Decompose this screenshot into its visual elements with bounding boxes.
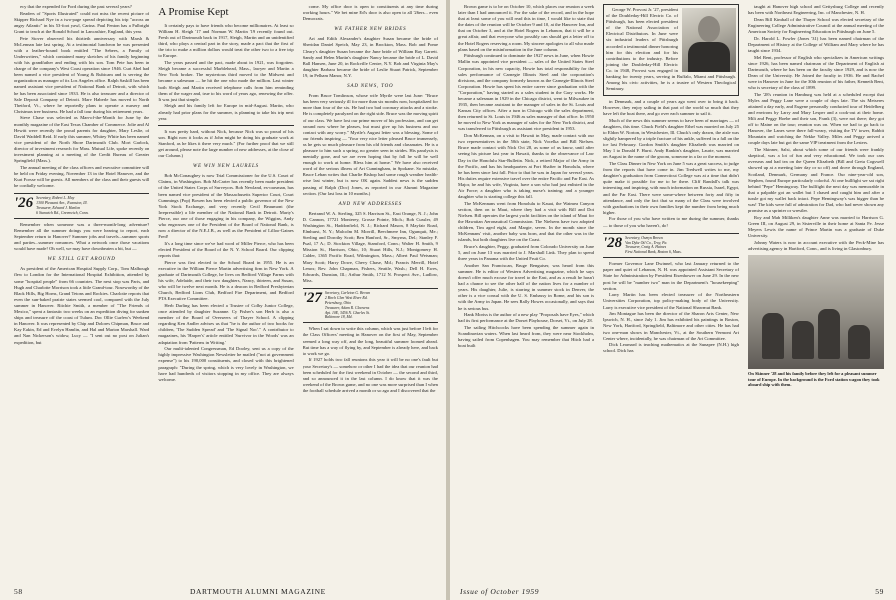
paragraph: Herb Darling has been elected a Trustee of Colby Junior College, once attended by daughter Suzanne. Cy Fisher's son Herb is also a member of the Board of Overseers of Thayer School. A clipping regarding Ken Andler advises us that "he is the author of two books for children, 'The Sudden Spread' and 'The Signal Noc'." A contributor to magazines, his 'Harper's' article entitled 'Survivor in the Woods' was an adaptation from 'Patterns in Writing.' bbox=[158, 303, 294, 345]
paragraph: Mel Bent, professor of English who specializes in American writings since 1926, has been named chairman of the Department of English at Dartmouth, where he has been on the faculty since 1929, and is now the Dean of the University. He Joined the faculty in 1936. He and Rachel were in Hanover in June for the 30th reunion of his father, Kenneth Bent, who is secretary of the class of 1899. bbox=[748, 54, 884, 90]
paragraph: Readers of "Sports Illustrated" could not miss the recent picture of Skipper Richard Nye in a two-page spread depicting his trip "across an angry Atlantic" in his 53-foot yawl, Carina. Paul Fenton has a Fulbright Grant to teach at the Ronald School in Lancashire, England, this year. bbox=[14, 10, 150, 34]
paragraph: Roy and Mab Milliken's daughter Anne was married to Harrison G. Green III, on August 29, in Sisterville in their home at Santa Fe. Jesse Meyers Lewis the name of Prince Martin was a graduate of Duke University. bbox=[748, 214, 884, 239]
left-column-1 bbox=[14, 4, 149, 578]
paragraph: It was pretty hard, without Nick, because Nick was so proud of his son. Right now it looks as if John might be doing his graduate work at Stanford, as he likes it there very much." (For further proof that we still get around, please note the large number of new addresses, at the close of our Column.) bbox=[158, 128, 294, 159]
paragraph: Bertrand W. A. Sterling, 325 S. Harrison St., East Orange, N. J.; John D. Cannon, 17721 Monterey, Grosse Pointe, Mich.; Bob Cussler, 49 Washington St., Haddonfield, N. J.; Richard Mason, 8 Mayfair Road, Elmhurst, N. Y.; Malcolm M. Morrill, Beechmere Inn, Ogunquit, Me.; Sterling and Dorothy Scott; Ben Hanford, Sr., Smyrna, Del.; Stanley F. Pual, 17 A.; D. Stockton Village, Stamford, Conn.; Walter H. Smith, 9 Mission St., Harrison, Ohio, 10; Stuart Hills, N.J.; Montgomery H. Calder, 1365 Pacific Road, Wilmington, Mass.; Albert Paul Weisman; Mary Scott; Harry Dowe, Chevy Chase, Md.; Francis Merrill, Hotel Lenox; Rev. John Chapman, Fishers, Seattle, Wash.; Dell H. Ewes, Edwards, Dunstan, Ill.; Arthur Smith, 1712 N. Prospect Ave., Ludlow, Miss. bbox=[302, 210, 438, 283]
paragraph: Former Governor Lane Dwinnel, who last January returned to the paper and quiet of Lebanon, N. H. was appointed Assistant Secretary of State for Administration by President Eisenhower on June 29. In the new post he will be "number two" man in the Department's "housekeeping" section. bbox=[603, 261, 739, 291]
paragraph: The sailing Hitchcocks have been spending the summer again in Scandinavian waters. When last heard from, they were near Stockholm, having sailed from Copenhagen. You may remember that Hitch had a boat built bbox=[458, 325, 594, 349]
profile-box bbox=[603, 4, 739, 96]
paragraph: Much of the news this summer seems to have been of marriages — of daughters, this time. Chuck Field's daughter Ethel was married on July 25 to Eldon W. Norton, in Westchester, Ill. Chuck's only drawn, the aisle was slightly hampered by a triple fracture of his ankle, suffered in a fall on the ice last February. Gordon Smith's daughter Elizabeth was married on May 1 to Donald F. Hurst. Andy Rankin's daughter, Laurie, was married on August in the name of the groom, someone in a far or the moment. bbox=[603, 117, 739, 160]
left-col3-paras3 bbox=[303, 93, 438, 197]
left-col3-paras2 bbox=[303, 36, 438, 79]
section-headline: WE WIN NEW LAURELS bbox=[193, 164, 259, 170]
info-line: Baltimore 18, Md. bbox=[324, 315, 353, 320]
paragraph: It certainly pays to have friends who become millionaires. At least so William H. Sleigh '17 and Norman W. Martin '19 recently found out. Fresh out of Dartmouth back in 1917, Sleigh, Martin and an unidentified third, who plays a central part in the story, made a pact that the first of the trio to make a million dollars would treat the other two to a free trip to Europe. bbox=[158, 23, 294, 59]
paragraph: The Skinner, Salsi, about which some of our friends were frankly skeptical, was a lot of fun and very educational. We took our cars overseas and had tea on the Queen Elizabeth (Bill and Greta Cogswell showed up at a meeting later day or so off) and drove through England, Scotland, Denmark, Germany and France. Our nine-year-old son, Stephen, found Europe particularly colorful. At one bullfight we sat right behind "Pepe" Hemingway. The bullfight the next day was memorable in that a palpable got an wallet but I chased and caught him and after a tussle got my wallet back intact. Pepe Hemingway's was bigger than he was! The kids were full of admiration for Dad, who had never shown any promise as a sprinter or wrestler. bbox=[748, 147, 884, 214]
info-line: Petersburg, Ohio bbox=[324, 300, 352, 305]
paragraph: When I sat down to write this column, which was just before I left for the Class Officers' meeting in Hanover on the first of May, September seemed a long way off, and the long, beautiful summer loomed ahead. But time has a way of flying by, and September is already here, and back to work we go. bbox=[302, 326, 438, 356]
left-col3-paras5 bbox=[303, 326, 438, 394]
class-year: '26 bbox=[14, 195, 34, 212]
left-col2-paras1 bbox=[158, 23, 293, 122]
paragraph: Dr. Harold L. Fowler (Jones '31) has been named chairman of the Department of History at the College of William and Mary where he has taught since 1934. bbox=[748, 35, 884, 53]
info-line: Treasurer, Edward J. Hanlon bbox=[36, 206, 81, 210]
right-column-2 bbox=[603, 4, 739, 578]
issue-footer: Issue of October 1959 bbox=[460, 587, 540, 596]
right-col2-paras3 bbox=[603, 261, 739, 354]
paragraph: The annual meeting of the class officers and executive committee will be held on Friday evening, November 13 in the Hotel Hanover, and the Kurt Forsse will be guests. All members of the class and their guests will be cordially welcome. bbox=[14, 164, 150, 189]
class-header-1926 bbox=[14, 193, 149, 219]
paragraph: As president of the American Hospital Supply Corp., Tom Malbough flew to London for the International Hospital Exhibition, attended by some "hospital people" from 66 countries. The next stop was Paris, and Hugh and Charlotte Morrison took a little Grand-tour. Noseworthy of the Black Hills, Big Horns, Grand Tetons and Rockies. Charlotte reports that even the sun-baked prairie states seemed cool, compared with the July summer in Hanover. Ritchie Smith, a member of "The Friends of Mexico," spent a fantastic two weeks on an expedition diving for sunken ships and treasure off the coast of Tulum. Doc Ollie Curfew's Weekend in Hanover. It was represented by Chip and Dolores Chipman, Bruce and Kay Eakin, Ed and Evelyn Hamlin, and Hal and Marion Marshall. Ward and Nan Nickerson's widow, Lucy — "I sent out no post on Julian's expedition, but bbox=[14, 266, 150, 345]
left-column-2 bbox=[158, 4, 293, 578]
right-col1-paras1 bbox=[458, 4, 594, 349]
right-col3-paras1 bbox=[748, 4, 884, 252]
paragraph: It's a long time since we've had word of Miller Pierce, who has been elected President of the Board of the N. Y. School Board. Our clipping reports that: bbox=[158, 240, 294, 259]
right-page bbox=[450, 0, 896, 600]
left-col1-paras1 bbox=[14, 4, 149, 189]
paragraph: For those of you who have written to me during the summer, thanks — to those of you who haven't, do! bbox=[603, 216, 739, 228]
left-column-3 bbox=[303, 4, 438, 578]
info-line: Secretary, Carleton G. Brown bbox=[324, 290, 370, 295]
paragraph: The years passed and the pact, made about in 1921, was forgotten. Sleigh became a successful Marblehead, Mass., lawyer and Martin a New York broker. The mysterious third moved to the Midwest and became a salesman — he hit the one who made the million. Last winter both Sleigh and Martin received telephone calls from him reminding them of the wager and, true to his word of years ago, renewing the offer. It was just that simple. bbox=[158, 60, 294, 102]
paragraph: Larry Martin has been elected treasurer of the Northeastern Universities Corporation, top policy-making body of the University. Larry is executive vice president of the National Shawmut Bank. bbox=[603, 292, 739, 310]
class-header-1927 bbox=[303, 288, 438, 323]
paragraph: Don McKennan, on a visit to Hawaii in May, made contact with our two representatives in the 50th state, Nick Vocelka and Bill Nielsen. Bruce made contact with Nick Oct 28, as some of us know, until after seeing his picture last year in Hawaii, thanks to the observance of Law Day in the Honolulu Star-Bulletin. Nick, a retired Major of the Army in the Pacific, and has his headquarters at Fort Shafter in Honolulu, where he has been since last fall. Prior to that he was in Japan for several years. His duties require extensive travel over the entire Pacific and Far East. As Major, he and his wife, Virginia, have a son who had just enlisted in the Air Force; a daughter who is taking nurse's training; and a younger daughter who is starting college this fall. bbox=[458, 133, 594, 200]
family-figure bbox=[792, 321, 814, 359]
info-line: Treasurer, Adam R. Gloovens bbox=[324, 305, 370, 310]
class-year: '28 bbox=[603, 234, 623, 251]
paragraph: Jim Montague has been the director of the Sharon Arts Center, New Ipswich, N. H., since July 1. Jim has exhibited his paintings in Boston, New York, Hartford, Springfield, Baltimore and other cities. He has had two one-man shows in Manchester, Vt., at the Southern Vermont Art Center where, incidentally, he was chairman of the Art Committee. bbox=[603, 311, 739, 341]
section-headline: SAD NEWS, TOO bbox=[347, 84, 394, 90]
info-line: 1300 Pleasant Ave., Evanston, Ill. bbox=[36, 201, 88, 206]
left-page bbox=[0, 0, 446, 600]
family-figure bbox=[848, 325, 870, 359]
paragraph: Pittsburgh continued to dominate the 1927 news in June, when Howie Mallin was appointed vice president — sales of the United States Steel Corporation, in his new capacity, Howie has total responsibility for the sales performance of Carnegie Illinois Steel and the corporation's divisions, and the company formerly known as the Carnegie-Illinois Steel Corporation. Howie has spent his entire career since graduation with the "Corporation," having started as a sales student in the Gary works. He became a salesman in 1929 in the Chicago district, went to Milwaukee in 1935, then became assistant to the manager of sales in the St. Louis and Kansas City offices. After a turn in Chicago with the sales department, then returned to St. Louis in 1946 as sales manager of that office. In 1950 he moved to New York as manager of sales for the New York district, and was transferred to Pittsburgh as assistant vice president in 1953. bbox=[458, 53, 594, 132]
left-col1-paras2 bbox=[14, 222, 149, 252]
portrait-head bbox=[698, 16, 720, 42]
left-columns bbox=[14, 4, 438, 578]
section-headline: WE FATHER NEW BRIDES bbox=[334, 27, 407, 33]
info-line: 2 Birch Glen West River Rd. bbox=[324, 295, 368, 300]
right-column-1 bbox=[458, 4, 594, 578]
paragraph: Pete Stover observed his thirtieth anniversary with Marsh & McLennan late last spring. At a testimonial luncheon he was presented with a leather-bound book entitled "The Sebees, a Family of Underwriters," which contained many sketches of his family beginning with his grandfather and ending with his son. Tom Pete has been in charge of the company's West Coast operation since 1946. Curt Abel had been named a vice president of Young & Rubicam and is serving the organization as manager of its Los Angeles office. Ralph Saskill has been named assistant vice president of National Bank of Detroit, with which he has been associated since 1933. He is also treasurer and a director of Sale Deposit Company of Detroit. Marv Haberle has moved to North Thetford, Vt., where he reportedly plans to operate a nursery and Christmas tree business. He had a fall tour during his retirement years. bbox=[14, 35, 150, 114]
info-line: Treasurer, Craig A. Haines bbox=[625, 245, 667, 250]
divider bbox=[158, 125, 293, 126]
class-officers bbox=[625, 236, 682, 256]
paragraph: Pierce was first elected to the School Board in 1955. He is an executive in the William Pierce Martin advertising firm in New York. A graduate of Dartmouth College, he lives on Bedford Village Farms with his wife, Adelaide, and their two daughters, Nancy, thirteen, and Susan, who will be twelve next month. He is a deacon in Bedford Presbyterian Church, Bedford Lions Club, Bedford Fire Department, and Bedford PTA Executive Committee. bbox=[158, 259, 294, 302]
class-officers bbox=[36, 196, 88, 216]
class-officers bbox=[325, 291, 370, 320]
right-col2-paras2 bbox=[603, 99, 739, 229]
paragraph: Our multi-talented Congressman, Ed Dooley, sent us a copy of the highly impressive Washington Newsletter he mailed ("not at government expense") to his 190,000 constituents, and closed with this brightened paragraph: "During the spring, which is very lovely in Washington, we have had hundreds of visitors stopping in my office. They are always welcome. bbox=[158, 346, 294, 382]
paragraph: Bob McConaughey is now Trial Commissioner for the U.S. Court of Claims, in Washington. Bob McCarter has recently been made president of the United States Corps of Surveyors. Bob Newland, ex-oarsman, has been named vice president of the Massachusetts Superior Court, Court Cummings (Pop) Bowen has been elected a public governor of the New York Stock Exchange, and very recently Cecil Beaumont (the Irrepressible) a life member of the National Bank in Detroit. Marty's Pierce, our one of those engaging in his company, the Wiggins, Andy who engrosses one of the President of the Board of National Bank, is now a director of the N.E.J.B., as well as the President of Lilloo-Gaines Fred! bbox=[158, 173, 294, 240]
left-col3-paras4 bbox=[303, 211, 438, 284]
left-col3-paras1 bbox=[303, 4, 438, 22]
info-line: Van Dyke Oil Co., Troy, Pa. bbox=[625, 240, 668, 245]
paragraph: The McKennans went from Honolulu to Kauai, the Waimea Canyon section, then on to Maui, where they had a visit with Bill and Dot Nielsen. Bill operates the largest yacht facilities on the island of Maui for the Hawaiian Aeronautical Commission. The Nielsens have two adopted children, Tim aged eight, and Margie, seven. In the month since the McKennans' visit, another baby was born, and that the other was in the islands, but both daughters live on the Coast. bbox=[458, 200, 594, 243]
right-column-3 bbox=[748, 4, 884, 578]
magazine-title-footer: DARTMOUTH ALUMNI MAGAZINE bbox=[190, 587, 326, 596]
class-header-1928 bbox=[603, 233, 739, 259]
left-col1-paras3 bbox=[14, 266, 149, 345]
info-line: Apt. 10E, 3456 N. Charles St. bbox=[324, 310, 370, 315]
page-number: 59 bbox=[875, 587, 884, 596]
paragraph: Sleigh and his family left for Europe in mid-August. Martin, who already had prior plans for the summer, is planning to take his trip next year. bbox=[158, 103, 294, 121]
paragraph: ecy that the expended for Ford during the past several years? bbox=[20, 4, 132, 9]
paragraph: Johnny Waters is now in account executive with the Peck-Mine has advertising agency in Hartford, Conn., and is living in Glastonbury. bbox=[748, 239, 884, 251]
family-photo bbox=[748, 255, 884, 369]
left-col2-paras2 bbox=[158, 129, 293, 159]
portrait-suit bbox=[688, 42, 730, 72]
class-year: '27 bbox=[302, 289, 322, 306]
portrait-photo bbox=[682, 8, 736, 72]
paragraph: Remember when someone was a three-month-long adventure? Remember all the summer doings you were hearing to report, each September return to Hanover? Summer jobs and travels...summer sports and parties...summer romances. What a network once those vacations would have made! Oh well, we may have downbeaten a bit, but — bbox=[14, 221, 150, 252]
info-line: Secretary, Robert L. May bbox=[36, 196, 75, 201]
paragraph: Brown game is to be on October 10, which places our reunion a week later than I had announced it. For the sake of the record, and in the hope that at least some of you will read this in time, I would like to state that the dates of the reunion will be October 9 and 10, at the Hanover Inn, and that on October 3, and at the Hotel Rogers in Lebanon, that it will be a great affair, and that everyone who possibly can should get a letter off to the Hotel Rogers reserving a room. My sincere apologies to all who made plans based on the misinformation in the June column. bbox=[458, 4, 594, 52]
paragraph: From Bruce Tomlinson, whose wife Myrtle were last June: "Bruce has been very seriously ill for more than six months now, hospitalized for more than four of the six. He had two bad coronary attacks and a stroke. He is completely paralyzed on the right side. Bruce was the moving spirit of our class. We have lost our prime mover of his profession, and can get around now where he pleases, but must give up his business and our contact with any worry." Myrtle's August letter was a blessing. Some of our friends inspiring — 'Your very nice letter pleased Bruce immensely, as he gets so much pleasure from his old friends and classmates. He is a pleasure to him such a spring, no greater seen in strides. His paralysis is mentally gone, and we are even hoping that by fall he will be well enough to work at home. Bless him at home." We have also received word of the serious illness of Art Cunningham, in Spokane. So mistake, Bruce Leban writes that Charlie Bishop had some rough weather health-wise last winter, but is now OK again. Saddest news is the sudden passing of Ralph (Doc) Jones, as reported in our Alumni Magazine section. (Our last loss in 10 months.) bbox=[302, 93, 438, 196]
info-line: 6 Stanwich Rd., Greenwich, Conn. bbox=[36, 210, 89, 215]
paragraph: come. My office door is open to constituents at any time during working hours." We bet mine Ed's door is also open to all '26ers... even Democrats. bbox=[302, 4, 438, 22]
paragraph: Another San Franciscan, Bruge Benguiser, was heard from this summer. He is editor of Western Advertising magazine, which he says doesn't offer much excuse for travel to the East, and as a result he hasn't had a chance to see the other half of the nation lives for a number of years. His daughter, Julie, is starring in summer stock in Denver, the other is a vice consul with the U. S. Embassy in Rome, and his son is with the Army in Japan. He sees Rally Howes occasionally, and says that he is serious bus. bbox=[458, 262, 594, 311]
paragraph: in Denmark, and a couple of years ago went over to bring it back. However, they enjoy sailing in that part of the world so much that they have left the boat there, and go over each summer to sail it. bbox=[603, 98, 739, 117]
paragraph: Art and Edith Alexander's daughter Susan became the bride of Sheridan Daniel Speich, May 23, in Brockton, Mass. Bob and Pome Cleary's daughter Susan became the June bride of William Ray Garrett. Sandy and Helen Martin's daughter Nancy became the bride of L. David Ball Hansen, June 20, in Rockville Centre, N.Y. Bob and Virginia May's daughter Barbara became the bride of Leslie Stuart Patrick, September 19, in Pelham Manor, N.Y. bbox=[302, 36, 438, 78]
paragraph: If 1927 holds two fall reunions this year it will be no one's fault but your Secretary's — somehow or other I had the idea that our reunion had been scheduled for the first weekend in October — the second and third, and so announced it in the last column. I do know that it was the weekend of the Brown game, and no one was more surprised than I when the football schedule arrived a month or so ago and I discovered that the bbox=[302, 357, 438, 393]
info-line: Secretary, Osmyn Brown bbox=[625, 235, 663, 240]
paragraph: Bruce's daughter, Peggy, graduated from Colorado University on June 5, and on June 13 was married to J. Marshall Link. They plan to spend three years in Panama with the United Fruit Co. bbox=[458, 244, 594, 262]
family-figure bbox=[762, 313, 784, 359]
section-headline: WE STILL GET AROUND bbox=[47, 257, 116, 263]
article-title: A Promise Kept bbox=[158, 6, 229, 18]
paragraph: The '28's reunion in Hamburg was held at a scheduled except that Myles and Peggy Lane were a couple of days late. The six Metseres attained a day early, and Eugene personally conducted tour of Heidelberg and environs by Larry and Mary Lesper and a cook-out at their home. Milt and Peggy Hoebe and their son, Frank (3), were not there; they got off to Maine on the tour; reunion was on. When we had to go back to Hanover, the Lanes were there fall-weary, visiting the TV tower, Rabbit Mountain and watching the Nekke Valley. Miles and Peggy arrived a couple days late but got the same VIP treatment from the Lesters. bbox=[748, 91, 884, 146]
paragraph: Dick Learnard is teaching mathematics at the Sunapee (N.H.) high school. Dick has bbox=[603, 342, 739, 354]
photo-caption: On Skinner '28 and his family before they left for a pleasant summer tour of Europe. In the background is the Ford station wagon they took aboard ship with them. bbox=[748, 370, 880, 388]
right-columns bbox=[458, 4, 884, 578]
paragraph: Steve Chase was selected as Man-of-the-Month for June by the monthly magazine of the East Texas Chamber of Commerce. Jolie and Al Hewitt were recently the proud parents for daughter, Mary Leslie, of David Waddell Reid. If early this summer, Whitey White has been named vice president of the North Shore Dartmouth Club. Mort Garlock, director of investment research for Mass. Mutual Life, spoke recently on investment planning at a meeting of the Credit Bureau of Greater Springfield (Mass.). bbox=[14, 115, 150, 164]
info-line: First National Bank, Boston 6, Mass. bbox=[625, 250, 682, 255]
paragraph: George W. Provost Jr. '27, president of the Doubleday-Hill Electric Co. of Pittsburgh, has been elected president of the National Association of Electrical Distributors. In June were six industrial leaders of Pittsburgh accorded a testimonial dinner honoring him for this election and for his contributions to the industry. Before joining the Doubleday-Hill Electric Co. in 1948, Provost was engaged in banking for twenty years, serving in Buffalo, Miami and Pittsburgh. Among his civic activities, he is a trustee of Western Theological Seminary. bbox=[606, 7, 736, 92]
paragraph: Dean Bill Kimball of the Thayer School was elected secretary of the Engineering College Administrative Council at the annual meeting of the American Society for Engineering Education in Pittsburgh on June 5. bbox=[748, 16, 884, 34]
left-col2-paras3 bbox=[158, 173, 293, 383]
paragraph: taught at Hanover high school and Gettysburg College and recently has been with Northeast Engineering, Inc. of Manchester, N. H. bbox=[748, 4, 884, 16]
paragraph: The Class Dinner in New York on June 5 was a great success, to judge from the reports that have come in. Jim Tredwell writes to me, my daughter's graduation from Connecticut College was at a time that didn't quite make it possible for me to be there. Cliff Randall's talk was interesting and inspiring, with much information on Russia, Israel, Egypt, and the Far East. There were some-where between forty and fifty in attendance, and only the fact that so many of the Class were involved with graduations in their own families kept the number from being much higher. bbox=[603, 161, 739, 215]
family-figure bbox=[818, 309, 840, 359]
paragraph: Hank Moriss is the author of a new play "Proposals have Eyes," which had its first performance at the Dorset Playhouse, Dorset, Vt., on July 28. bbox=[458, 312, 594, 324]
page-number: 58 bbox=[14, 587, 23, 596]
section-headline: AND NEW ADDRESSES bbox=[338, 201, 403, 207]
